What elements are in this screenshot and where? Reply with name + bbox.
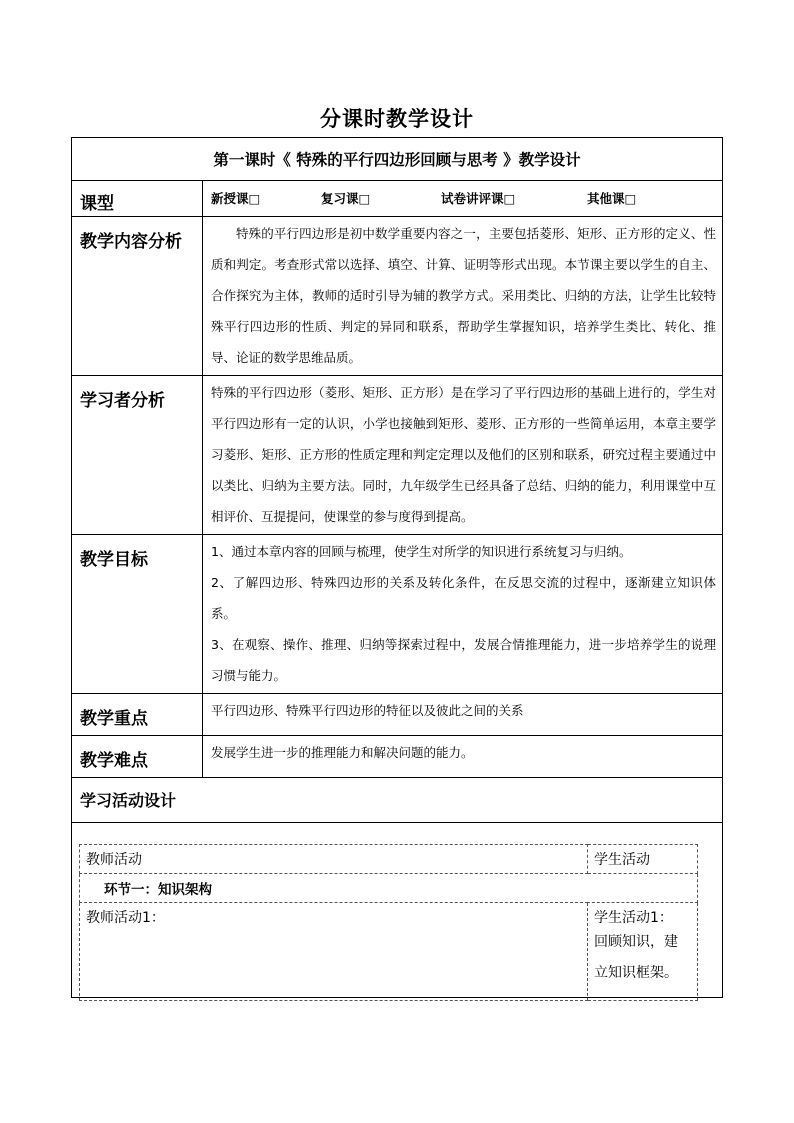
type-cell [203,181,723,217]
student-col-header: 学生活动 [588,845,698,874]
student-activity-text: 回顾知识，建立知识框架。 [594,934,678,981]
type-option-exam[interactable]: 试卷讲评课□ [441,191,516,206]
goal-item: 3、在观察、操作、推理、归纳等探索过程中，发展合情推理能力，进一步培养学生的说理习惯与能力。 [211,637,717,683]
learner-analysis-text: 特殊的平行四边形（菱形、矩形、正方形）是在学习了平行四边形的基础上进行的，学生对平行四边形有一定的认识，小学也接触到矩形、菱形、正方形的一些简单运用，本章主要学习菱形、矩形、正方形的性质定理和判定定理以及他们的区别和联系，研究过程主要通过中以类比、归纳为主要方法。同时，九年级学生已经具备了总结、归纳的能力，利用课堂中互相评价、互提提问，使课堂的参与度得到提高。 [203,376,723,535]
lesson-design-table [71,137,723,998]
teacher-activity: 教师活动1： [80,903,588,1001]
type-label: 课型 [72,181,203,217]
student-activity-cell [588,903,698,1001]
type-option-other[interactable]: 其他课□ [587,191,637,206]
goals-cell [203,535,723,694]
type-option-new[interactable]: 新授课□ [211,191,261,206]
goals-label: 教学目标 [72,535,203,694]
content-analysis-label: 教学内容分析 [72,217,203,376]
key-points-text: 平行四边形、特殊平行四边形的特征以及彼此之间的关系 [203,694,723,736]
goal-item: 1、通过本章内容的回顾与梳理，使学生对所学的知识进行系统复习与归纳。 [211,544,632,559]
difficulties-label: 教学难点 [72,736,203,778]
activity-cell [72,823,723,998]
activity-heading: 学习活动设计 [72,778,723,823]
activity-table [79,844,698,1001]
key-points-label: 教学重点 [72,694,203,736]
content-analysis-text: 特殊的平行四边形是初中数学重要内容之一，主要包括菱形、矩形、正方形的定义、性质和判定。考查形式常以选择、填空、计算、证明等形式出现。本节课主要以学生的自主、合作探究为主体，教师的适时引导为辅的教学方式。采用类比、归纳的方法，让学生比较特殊平行四边形的性质、判定的异同和联系，帮助学生掌握知识，培养学生类比、转化、推导、论证的数学思维品质。 [203,217,723,376]
student-activity-title: 学生活动1： [594,910,673,926]
difficulties-text: 发展学生进一步的推理能力和解决问题的能力。 [203,736,723,778]
type-options [203,181,722,207]
stage-label: 环节一：知识架构 [80,874,698,903]
lesson-header: 第一课时《 特殊的平行四边形回顾与思考 》教学设计 [72,138,723,181]
teacher-col-header: 教师活动 [80,845,588,874]
page-title: 分课时教学设计 [320,106,474,131]
goal-item: 2、了解四边形、特殊四边形的关系及转化条件，在反思交流的过程中，逐渐建立知识体系。 [211,575,717,621]
learner-analysis-label: 学习者分析 [72,376,203,535]
type-option-review[interactable]: 复习课□ [321,191,371,206]
